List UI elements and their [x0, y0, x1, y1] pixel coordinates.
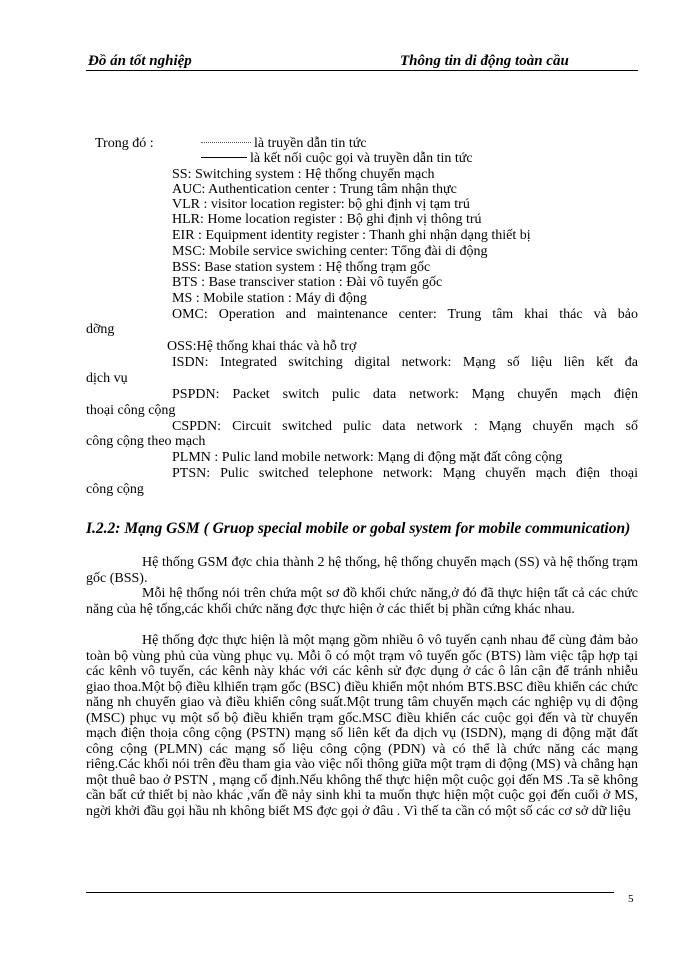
page-number: 5 [628, 893, 634, 905]
abbr-cspdn-line1: CSPDN: Circuit switched pulic data network : Mạng chuyển mạch số [172, 419, 638, 434]
footer-rule [86, 892, 614, 893]
abbr-cspdn-line2: công cộng theo mạch [86, 434, 206, 449]
abbr-oss: OSS:Hệ thống khai thác và hỗ trợ [167, 339, 357, 354]
paragraph: Mỗi hệ thống nói trên chứa một sơ đồ khối chức năng,ở đó đã thực hiện tất cả các chức năng của hệ tống,các khối chức năng đợc thực hiện ở các thiết bị phần cứng khác nhau. [86, 586, 638, 617]
abbr-isdn-line1: ISDN: Integrated switching digital network: Mạng số liệu liên kết đa [172, 355, 638, 370]
abbr-item: VLR : visitor location register: bộ ghi định vị tạm trú [172, 197, 470, 212]
header-rule [86, 70, 638, 71]
legend-label: Trong đó : [95, 136, 154, 151]
legend-dotted-desc: là truyền dẫn tin tức [254, 136, 367, 151]
abbr-ptsn-line2: công cộng [86, 482, 144, 497]
dotted-line-symbol [201, 142, 251, 143]
abbr-ptsn-line1: PTSN: Pulic switched telephone network: Mạng chuyển mạch điện thoại [172, 466, 638, 481]
header-left-title: Đồ án tốt nghiệp [88, 53, 192, 69]
abbr-item: SS: Switching system : Hệ thống chuyển mạch [172, 167, 435, 182]
abbr-item: MSC: Mobile service swiching center: Tổng đài di động [172, 244, 488, 259]
abbr-isdn-line2: dịch vụ [86, 371, 128, 386]
abbr-item: BTS : Base transciver station : Đài vô tuyến gốc [172, 275, 443, 290]
abbr-plmn: PLMN : Pulic land mobile network: Mạng di động mặt đất công cộng [172, 450, 563, 465]
header-right-title: Thông tin di động toàn cầu [400, 53, 569, 69]
abbr-pspdn-line2: thoại công cộng [86, 403, 176, 418]
abbr-item: HLR: Home location register : Bộ ghi định vị thông trú [172, 212, 482, 227]
abbr-item: AUC: Authentication center : Trung tâm nhận thực [172, 182, 457, 197]
abbr-item: BSS: Base station system : Hệ thống trạm gốc [172, 260, 431, 275]
abbr-pspdn-line1: PSPDN: Packet switch pulic data network: Mạng chuyển mạch điện [172, 387, 638, 402]
paragraph: Hệ thống GSM đợc chia thành 2 hệ thống, hệ thống chuyển mạch (SS) và hệ thống trạm gốc (BSS). [86, 555, 638, 586]
solid-line-symbol [201, 157, 247, 158]
paragraph: Hệ thống đợc thực hiện là một mạng gồm nhiều ô vô tuyến cạnh nhau để cùng đảm bảo toàn bộ vùng phủ của vùng phục vụ. Mỗi ô có một trạm vô tuyến gốc (BTS) làm việc tập hợp tại các kênh vô tuyến, các kênh này khác với các kênh sử đợc dụng ở các ô lân cận để tránh nhiễu giao thoa.Một bộ điều klhiển trạm gốc (BSC) điều khiển một nhóm BTS.BSC điều khiển các chức năng nh chuyển giao và điều khiển công suất.Một trung tâm chuyển mạch các nghiệp vụ di động (MSC) phục vụ một số bộ điều khiển trạm gốc.MSC điều khiển các cuộc gọi đến và từ chuyển mạch điện thoịa công cộng (PSTN) mạng số liên kết đa dịch vụ (ISDN), mạng di động mặt đất công cộng (PLMN) các mạng số liệu công cộng (PDN) và có thể là chức năng các mạng riêng.Các khối nói trên đều tham gia vào việc nối thông giữa một trạm di động (MS) và chẳng hạn một thuê bao ở PSTN , mạng cố định.Nếu không thể thực hiện một cuộc gọi đến MS .Ta sẽ không cần bất cứ thiết bị nào khác ,vấn đề nảy sinh khi ta muốn thực hiện một cuộc gọi đến cuối ở MS, ngời khởi đầu gọi hầu nh không biết MS đợc gọi ở đâu . Vì thế ta cần có một số các cơ sở dữ liệu [86, 633, 638, 819]
abbr-omc-line2: dỡng [86, 322, 115, 337]
abbr-item: EIR : Equipment identity register : Thanh ghi nhận dạng thiết bị [172, 228, 531, 243]
legend-solid-desc: là kết nối cuộc gọi và truyền dẫn tin tức [250, 151, 473, 166]
section-heading: I.2.2: Mạng GSM ( Gruop special mobile or gobal system for mobile communication) [86, 520, 631, 537]
abbr-item: MS : Mobile station : Máy di động [172, 291, 367, 306]
abbr-omc-line1: OMC: Operation and maintenance center: Trung tâm khai thác và bảo [172, 307, 638, 322]
